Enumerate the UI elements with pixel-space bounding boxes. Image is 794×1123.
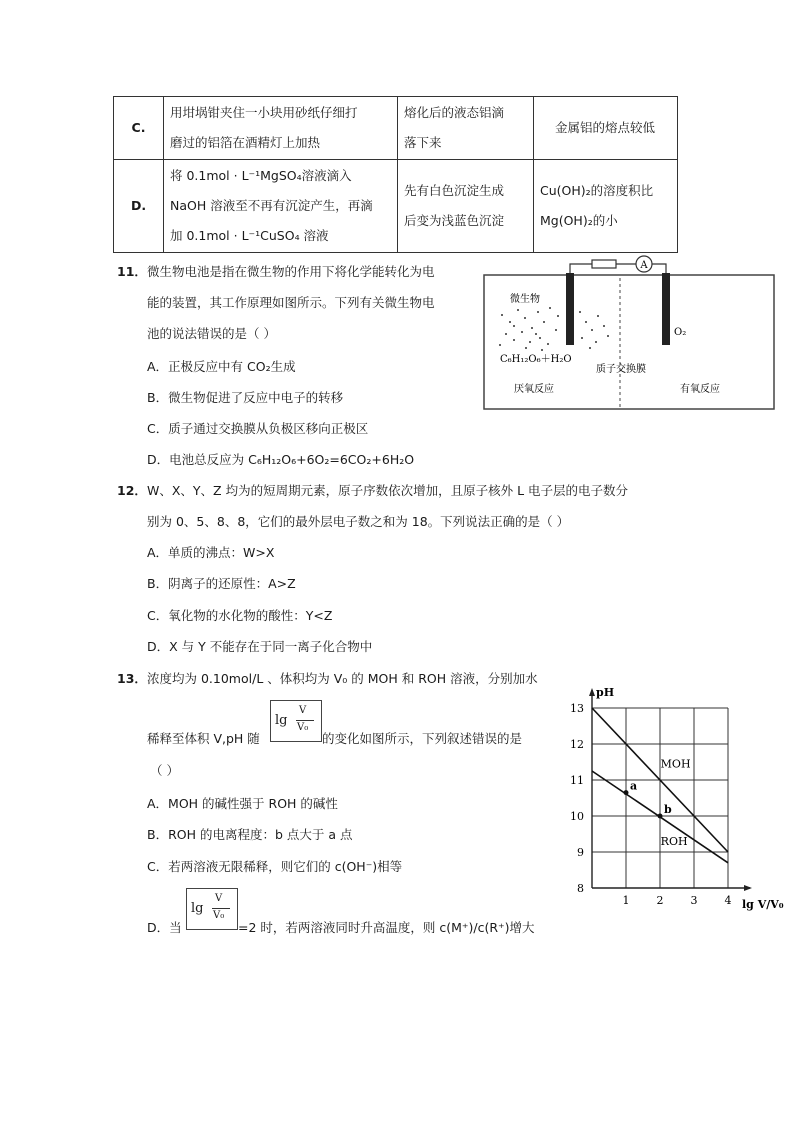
option-b: B．微生物促进了反应中电子的转移 xyxy=(147,390,344,405)
series-label-moh: MOH xyxy=(660,757,691,771)
lg-fraction-box: lg V V₀ xyxy=(270,700,322,742)
anode-electrode xyxy=(566,273,574,345)
option-b: B．阴离子的还原性：A>Z xyxy=(147,576,296,591)
y-tick-label: 13 xyxy=(570,702,584,715)
aerobic-label: 有氧反应 xyxy=(680,384,720,395)
y-tick-label: 11 xyxy=(570,774,584,787)
question-stem: 池的说法错误的是（ ） xyxy=(147,326,276,341)
lg-fraction-box: lg V V₀ xyxy=(186,888,238,930)
resistor xyxy=(592,260,616,268)
phenomenon-cell: 先有白色沉淀生成 后变为浅蓝色沉淀 xyxy=(398,160,534,253)
question-number: 13． xyxy=(117,671,147,686)
option-a: A．单质的沸点：W>X xyxy=(147,545,275,560)
option-d: D．当 xyxy=(147,920,182,935)
option-d: D．X 与 Y 不能存在于同一离子化合物中 xyxy=(147,639,373,654)
question-stem: 能的装置，其工作原理如图所示。下列有关微生物电 xyxy=(147,295,435,310)
row-label: D. xyxy=(114,160,164,253)
experiment-table xyxy=(113,96,678,253)
row-label: C. xyxy=(114,97,164,160)
microbial-cell-figure xyxy=(480,250,780,412)
membrane-label: 质子交换膜 xyxy=(596,364,646,375)
option-c: C．若两溶液无限稀释，则它们的 c(OH⁻)相等 xyxy=(147,859,403,874)
ammeter-label: A xyxy=(640,260,648,271)
operation-cell: 将 0.1mol · L⁻¹MgSO₄溶液滴入 NaOH 溶液至不再有沉淀产生，再滴 加 0.1mol · L⁻¹CuSO₄ 溶液 xyxy=(164,160,398,253)
anaerobic-label: 厌氧反应 xyxy=(514,384,554,395)
question-stem: （ ） xyxy=(150,763,179,778)
cathode-electrode xyxy=(662,273,670,345)
option-d-text: =2 时，若两溶液同时升高温度，则 c(M⁺)/c(R⁺)增大 xyxy=(238,920,535,935)
point-a xyxy=(624,790,629,795)
conclusion-cell: 金属铝的熔点较低 xyxy=(534,97,678,160)
question-stem: W、X、Y、Z 均为的短周期元素，原子序数依次增加，且原子核外 L 电子层的电子数分 xyxy=(147,483,629,498)
question-stem: 稀释至体积 V,pH 随 xyxy=(147,731,260,746)
phenomenon-cell: 熔化后的液态铝滴 落下来 xyxy=(398,97,534,160)
option-c: C．质子通过交换膜从负极区移向正极区 xyxy=(147,421,369,436)
option-a: A．MOH 的碱性强于 ROH 的碱性 xyxy=(147,796,338,811)
y-tick-label: 9 xyxy=(577,846,584,859)
question-number: 12． xyxy=(117,483,147,498)
microbe-label: 微生物 xyxy=(510,294,540,305)
y-tick-label: 8 xyxy=(577,882,584,895)
oxygen-label: O₂ xyxy=(674,327,687,338)
option-d: D．电池总反应为 C₆H₁₂O₆+6O₂=6CO₂+6H₂O xyxy=(147,452,415,467)
x-tick-label: 2 xyxy=(656,894,664,907)
option-b: B．ROH 的电离程度：b 点大于 a 点 xyxy=(147,827,353,842)
x-tick-label: 4 xyxy=(724,894,732,907)
question-stem: 浓度均为 0.10mol/L 、体积均为 V₀ 的 MOH 和 ROH 溶液，分别加水 xyxy=(147,671,538,686)
point-label-a: a xyxy=(630,779,638,793)
question-stem: 的变化如图所示，下列叙述错误的是 xyxy=(322,731,523,746)
question-stem: 别为 0、5、8、8，它们的最外层电子数之和为 18。下列说法正确的是（ ） xyxy=(147,514,570,529)
point-label-b: b xyxy=(664,803,672,816)
point-b xyxy=(658,814,663,819)
microbe-dots xyxy=(499,307,609,351)
operation-cell: 用坩埚钳夹住一小块用砂纸仔细打 磨过的铝箔在酒精灯上加热 xyxy=(164,97,398,160)
option-a: A．正极反应中有 CO₂生成 xyxy=(147,359,296,374)
table-row xyxy=(114,97,678,160)
x-axis-label: lg V/V₀ xyxy=(742,898,784,911)
x-axis-arrow xyxy=(744,885,752,891)
x-tick-label: 1 xyxy=(622,894,630,907)
ph-dilution-chart xyxy=(560,676,784,922)
series-label-roh: ROH xyxy=(660,834,688,848)
table-row xyxy=(114,160,678,253)
y-tick-label: 10 xyxy=(570,810,584,823)
y-axis-label: pH xyxy=(596,686,615,699)
question-number: 11． xyxy=(117,264,147,279)
x-tick-label: 3 xyxy=(690,894,698,907)
glucose-label: C₆H₁₂O₆＋H₂O xyxy=(500,354,572,365)
y-axis-arrow xyxy=(589,688,595,696)
option-c: C．氧化物的水化物的酸性：Y<Z xyxy=(147,608,333,623)
y-tick-label: 12 xyxy=(570,738,584,751)
question-stem: 微生物电池是指在微生物的作用下将化学能转化为电 xyxy=(147,264,435,279)
conclusion-cell: Cu(OH)₂的溶度积比 Mg(OH)₂的小 xyxy=(534,160,678,253)
